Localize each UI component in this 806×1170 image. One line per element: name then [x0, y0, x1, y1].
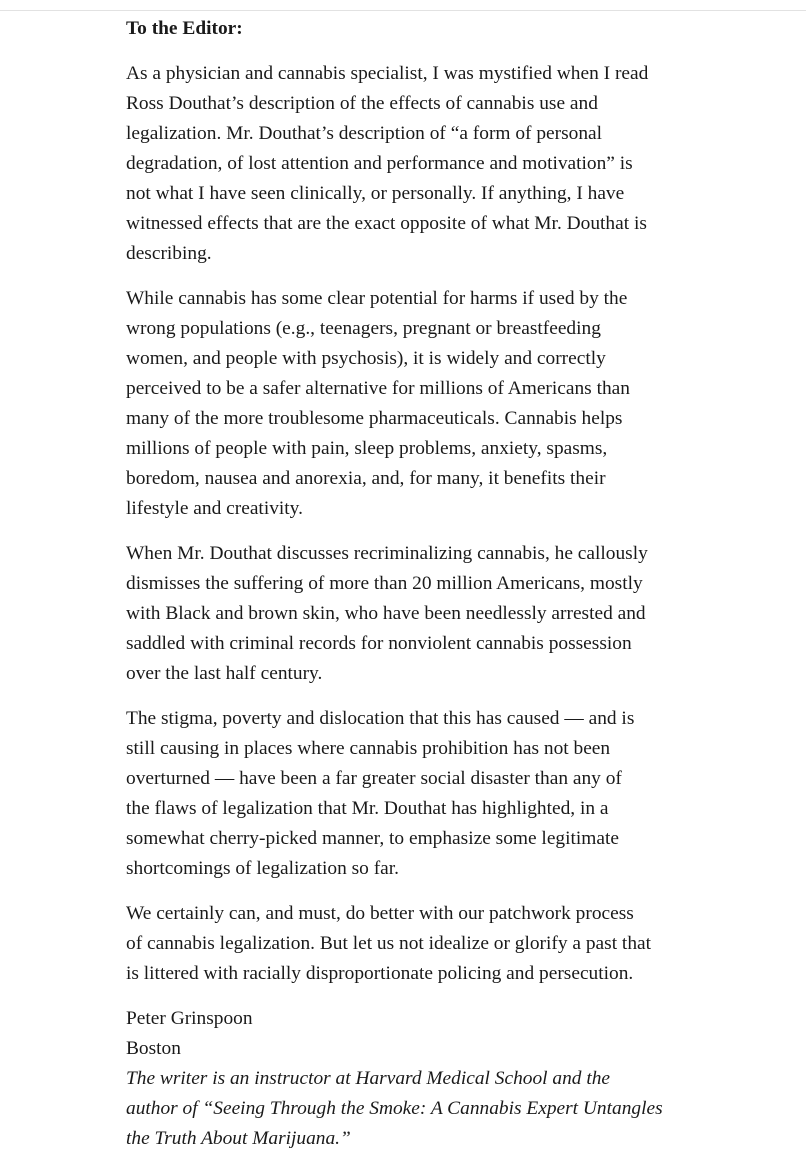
- author-bio-line: The writer is an instructor at Harvard Medical School and the: [126, 1068, 611, 1089]
- text-line: While cannabis has some clear potential for harms if used by the: [126, 288, 628, 309]
- text-line: witnessed effects that are the exact opposite of what Mr. Douthat is: [126, 213, 647, 234]
- text-line: legalization. Mr. Douthat’s description of “a form of personal: [126, 123, 603, 144]
- text-line: boredom, nausea and anorexia, and, for many, it benefits their: [126, 468, 606, 489]
- text-line: millions of people with pain, sleep problems, anxiety, spasms,: [126, 438, 608, 459]
- text-line: over the last half century.: [126, 663, 323, 684]
- text-line: As a physician and cannabis specialist, I was mystified when I read: [126, 63, 649, 84]
- text-line: lifestyle and creativity.: [126, 498, 303, 519]
- text-line: somewhat cherry-picked manner, to emphasize some legitimate: [126, 828, 619, 849]
- text-line: with Black and brown skin, who have been needlessly arrested and: [126, 603, 646, 624]
- author-name: Peter Grinspoon: [126, 1008, 253, 1029]
- text-line: not what I have seen clinically, or personally. If anything, I have: [126, 183, 625, 204]
- text-line: shortcomings of legalization so far.: [126, 858, 400, 879]
- author-bio-line: the Truth About Marijuana.”: [126, 1128, 351, 1149]
- top-divider: [0, 10, 806, 11]
- paragraph-3: [126, 539, 736, 689]
- author-location: Boston: [126, 1038, 181, 1059]
- text-line: degradation, of lost attention and performance and motivation” is: [126, 153, 633, 174]
- text-line: of cannabis legalization. But let us not idealize or glorify a past that: [126, 933, 652, 954]
- text-line: describing.: [126, 243, 212, 264]
- signature-block: [126, 1004, 736, 1154]
- text-line: still causing in places where cannabis prohibition has not been: [126, 738, 611, 759]
- text-line: many of the more troublesome pharmaceuticals. Cannabis helps: [126, 408, 623, 429]
- text-line: dismisses the suffering of more than 20 million Americans, mostly: [126, 573, 643, 594]
- letter-to-editor: [126, 14, 736, 1154]
- text-line: Ross Douthat’s description of the effects of cannabis use and: [126, 93, 598, 114]
- text-line: overturned — have been a far greater social disaster than any of: [126, 768, 622, 789]
- text-line: wrong populations (e.g., teenagers, pregnant or breastfeeding: [126, 318, 601, 339]
- text-line: The stigma, poverty and dislocation that this has caused — and is: [126, 708, 635, 729]
- paragraph-4: [126, 704, 736, 884]
- text-line: When Mr. Douthat discusses recriminalizing cannabis, he callously: [126, 543, 648, 564]
- text-line: perceived to be a safer alternative for millions of Americans than: [126, 378, 630, 399]
- salutation: To the Editor:: [126, 18, 243, 39]
- paragraph-5: [126, 899, 736, 989]
- text-line: women, and people with psychosis), it is widely and correctly: [126, 348, 606, 369]
- text-line: is littered with racially disproportionate policing and persecution.: [126, 963, 634, 984]
- text-line: the flaws of legalization that Mr. Douthat has highlighted, in a: [126, 798, 609, 819]
- author-bio-line: author of “Seeing Through the Smoke: A Cannabis Expert Untangles: [126, 1098, 663, 1119]
- paragraph-1: [126, 59, 736, 269]
- paragraph-2: [126, 284, 736, 524]
- text-line: We certainly can, and must, do better with our patchwork process: [126, 903, 634, 924]
- text-line: saddled with criminal records for nonviolent cannabis possession: [126, 633, 632, 654]
